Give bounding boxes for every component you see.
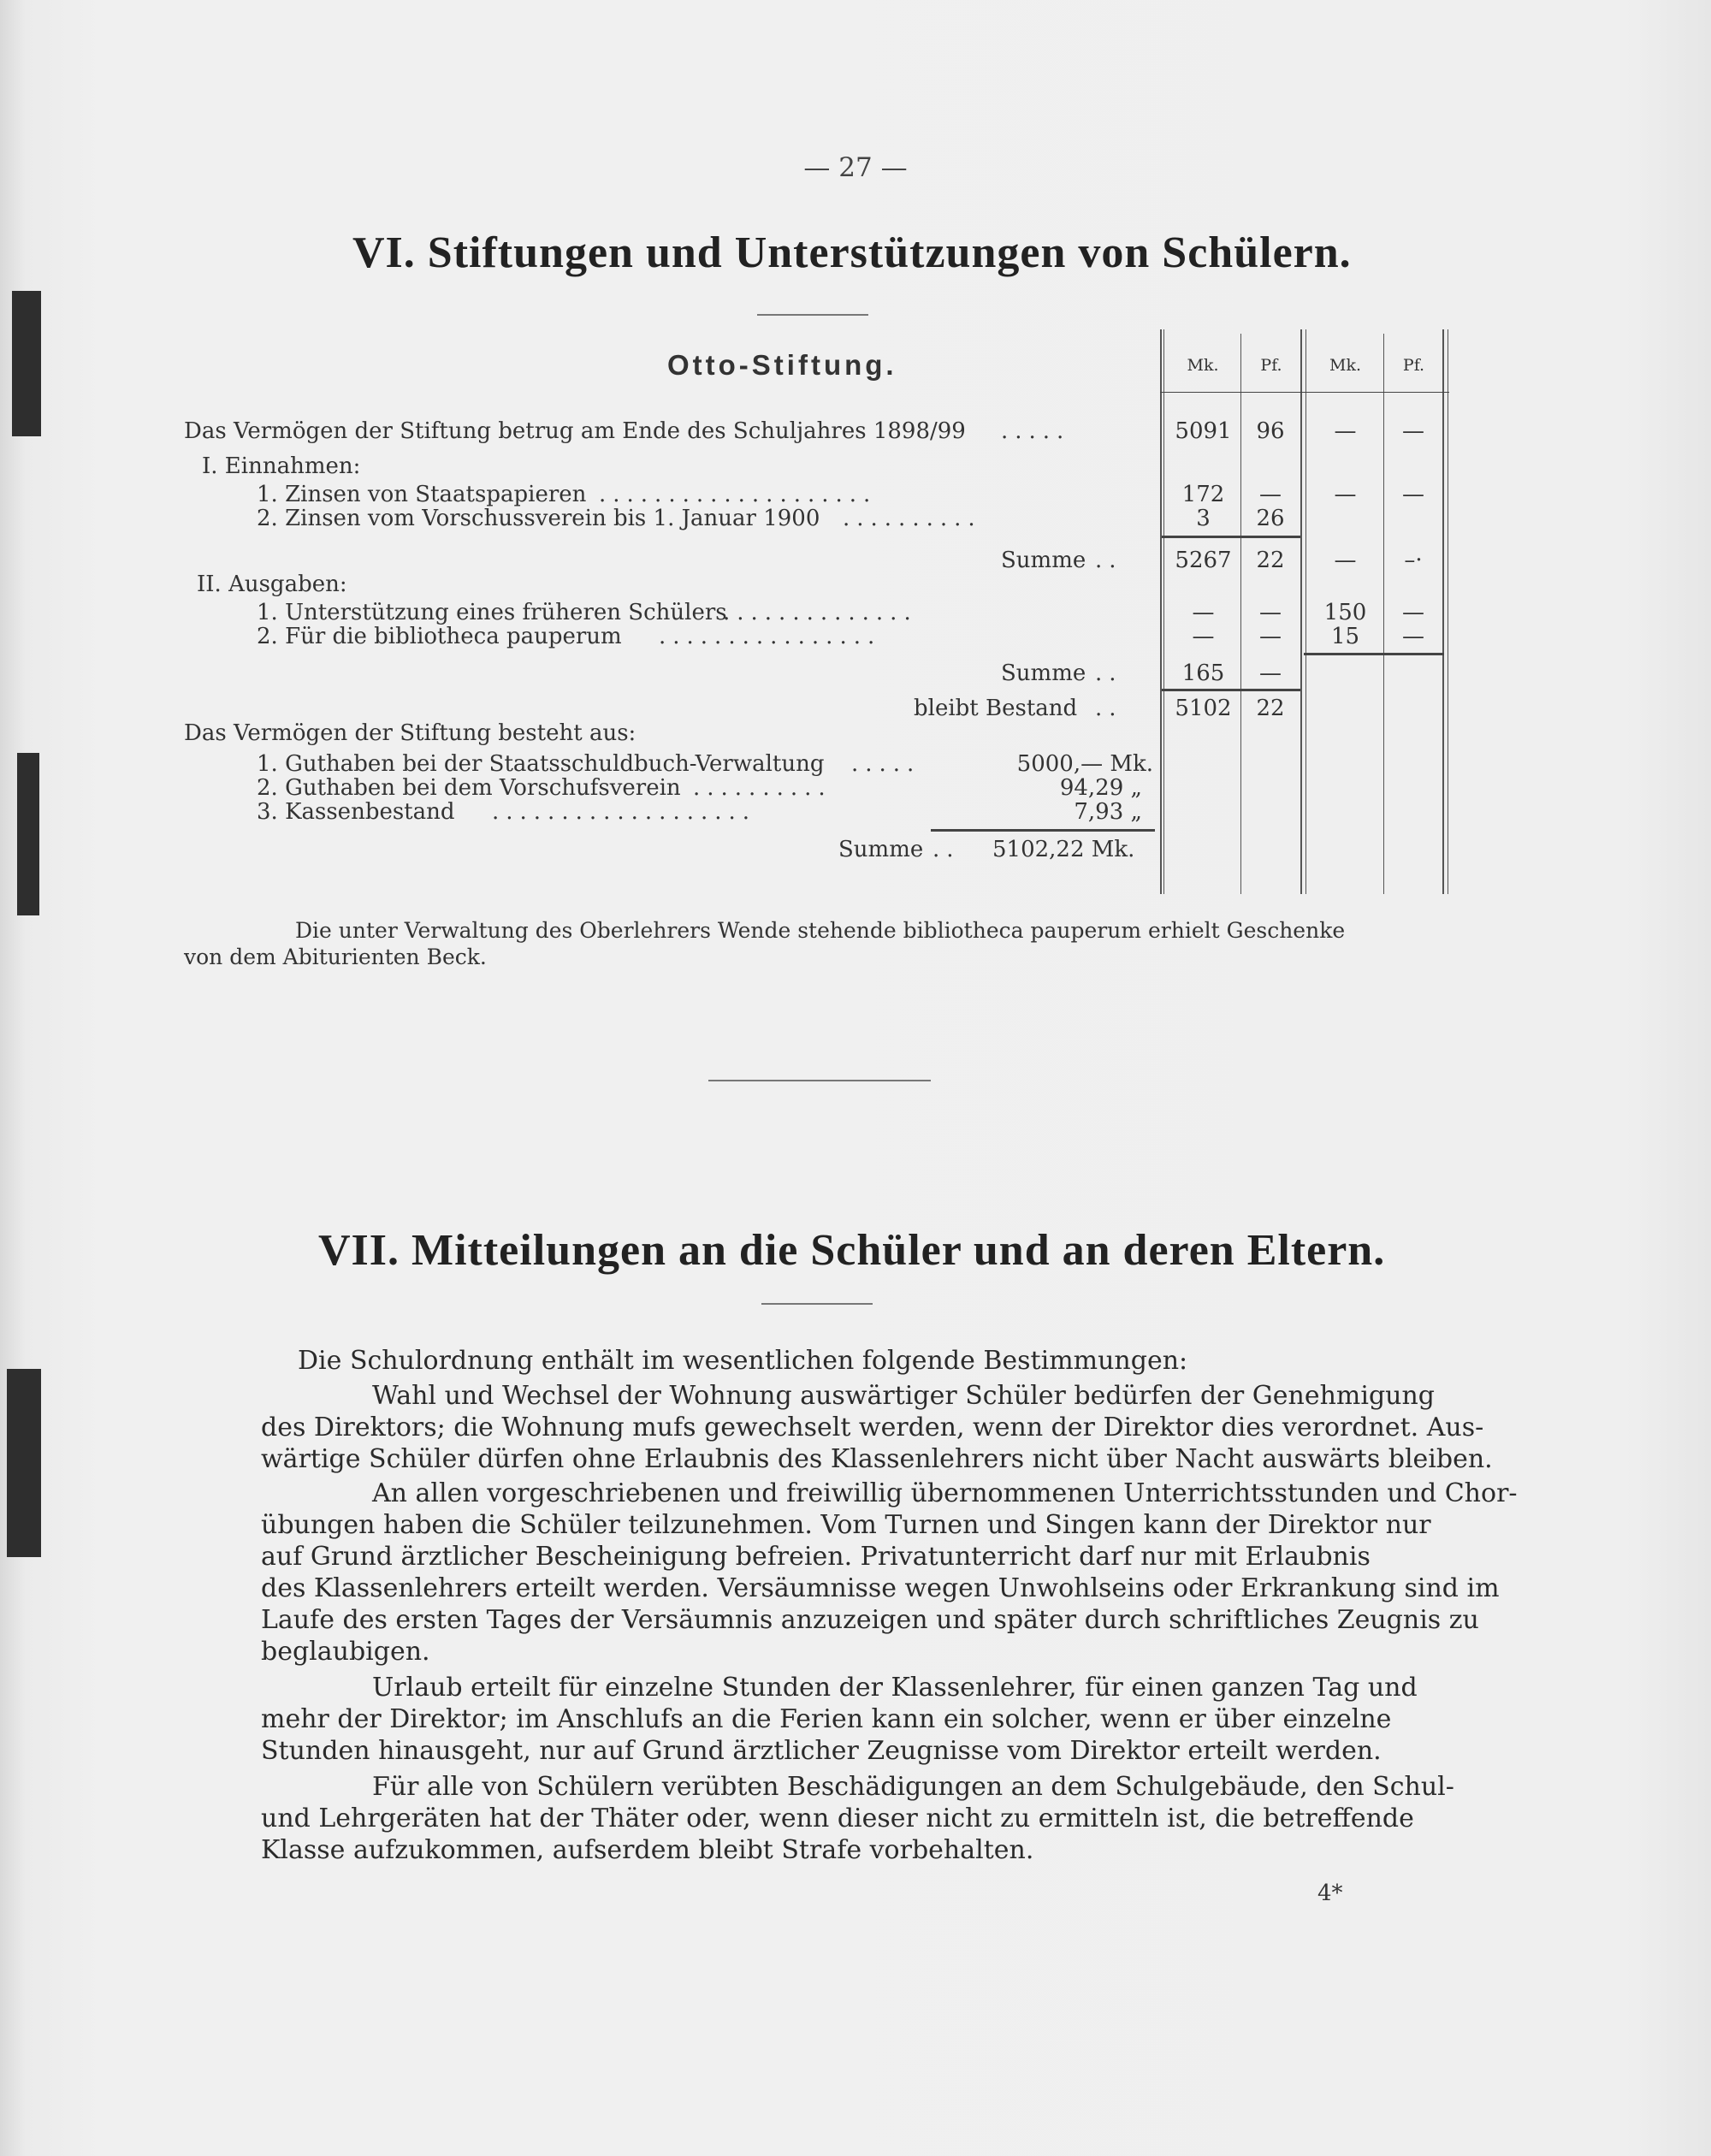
asset-value: 7,93 „ [1074, 799, 1142, 825]
cell-pf: — [1259, 482, 1282, 507]
asset-total: 5102,22 Mk. [992, 837, 1135, 862]
cell-pf: — [1259, 624, 1282, 649]
sum-rule [1304, 653, 1444, 655]
balance-label: bleibt Bestand [914, 696, 1078, 721]
einnahmen-label: I. Einnahmen: [202, 453, 361, 479]
body-line: übungen haben die Schüler teilzunehmen. Vom Turnen und Singen kann der Direktor nur [261, 1510, 1431, 1540]
body-line: beglaubigen. [261, 1637, 430, 1667]
binding-mark [7, 1369, 41, 1557]
binding-mark [17, 753, 39, 915]
table-border [1305, 329, 1306, 894]
cell-pf: — [1402, 624, 1424, 649]
leader-dots: .. [1095, 548, 1123, 573]
asset-value: 94,29 „ [1059, 775, 1142, 801]
body-line: mehr der Direktor; im Anschlufs an die Ferien kann ein solcher, wenn er über einzelne [261, 1704, 1392, 1734]
title-rule [757, 314, 868, 316]
row-label: 2. Zinsen vom Vorschussverein bis 1. Januar 1900 [257, 506, 820, 531]
col-header-pf: Pf. [1402, 356, 1425, 375]
cell-mk: 5267 [1175, 548, 1232, 573]
row-label: 2. Für die bibliotheca pauperum [257, 624, 622, 649]
leader-dots: .......... [693, 775, 832, 801]
body-line: wärtige Schüler dürfen ohne Erlaubnis des Klassenlehrers nicht über Nacht auswärts bleiben. [261, 1444, 1493, 1474]
leader-dots: ................ [659, 624, 882, 649]
cell-pf: — [1402, 600, 1424, 625]
foundation-title: Otto-Stiftung. [667, 349, 897, 381]
body-line: Stunden hinausgeht, nur auf Grund ärztlicher Zeugnisse vom Direktor erteilt werden. [261, 1736, 1382, 1766]
leader-dots: .. [932, 837, 961, 862]
body-line: Für alle von Schülern verübten Beschädigungen an dem Schulgebäude, den Schul- [372, 1772, 1454, 1802]
section-6-title: VI. Stiftungen und Unterstützungen von Schülern. [352, 228, 1352, 277]
ausgaben-label: II. Ausgaben: [197, 572, 347, 597]
intro-text: Die Schulordnung enthält im wesentlichen folgende Bestimmungen: [298, 1346, 1188, 1376]
note-text: Die unter Verwaltung des Oberlehrers Wende stehende bibliotheca pauperum erhielt Geschenke [295, 918, 1346, 943]
leader-dots: .................... [599, 482, 878, 507]
cell-mk: — [1192, 624, 1215, 649]
col-header-mk: Mk. [1329, 356, 1361, 375]
cell-mk: — [1334, 418, 1357, 444]
sum-rule [931, 829, 1155, 832]
sum-rule [1162, 536, 1300, 538]
row-label: 1. Unterstützung eines früheren Schülers [257, 600, 727, 625]
sum-label: Summe [1001, 548, 1086, 573]
cell-pf: 22 [1256, 548, 1285, 573]
cell-mk: 150 [1323, 600, 1367, 625]
body-line: und Lehrgeräten hat der Thäter oder, wenn dieser nicht zu ermitteln ist, die betreffende [261, 1804, 1414, 1833]
title-rule [761, 1303, 873, 1305]
body-line: des Direktors; die Wohnung mufs gewechselt werden, wenn der Direktor dies verordnet. Aus- [261, 1413, 1484, 1442]
row-label: 1. Zinsen von Staatspapieren [257, 482, 587, 507]
table-border [1163, 329, 1164, 894]
sum-rule [1162, 689, 1300, 691]
asset-value: 5000,— Mk. [1016, 751, 1153, 777]
table-header-rule [1160, 392, 1449, 393]
leader-dots: ................... [492, 799, 757, 825]
leader-dots: .. [1095, 696, 1123, 721]
body-line: Wahl und Wechsel der Wohnung auswärtiger Schüler bedürfen der Genehmigung [372, 1381, 1436, 1411]
asset-label: 1. Guthaben bei der Staatsschuldbuch-Verwaltung [257, 751, 825, 777]
asset-label: 3. Kassenbestand [257, 799, 455, 825]
body-line: auf Grund ärztlicher Bescheinigung befreien. Privatunterricht darf nur mit Erlaubnis [261, 1542, 1371, 1572]
cell-mk: — [1334, 482, 1357, 507]
section-divider [708, 1080, 931, 1081]
cell-mk: 5091 [1175, 418, 1232, 444]
binding-mark [12, 291, 41, 436]
leader-dots: .............. [723, 600, 918, 625]
cell-pf: — [1259, 660, 1282, 686]
table-border [1160, 329, 1162, 894]
table-border [1300, 329, 1302, 894]
row-label: Das Vermögen der Stiftung betrug am Ende des Schuljahres 1898/99 [184, 418, 966, 444]
cell-mk: 172 [1181, 482, 1225, 507]
sum-label: Summe [838, 837, 924, 862]
cell-pf: — [1402, 418, 1424, 444]
cell-mk: — [1192, 600, 1215, 625]
cell-pf: –· [1404, 548, 1423, 573]
leader-dots: .. [1095, 660, 1123, 686]
cell-mk: — [1334, 548, 1357, 573]
cell-pf: — [1259, 600, 1282, 625]
cell-mk: 5102 [1175, 696, 1232, 721]
leader-dots: ..... [851, 751, 921, 777]
cell-pf: 96 [1256, 418, 1285, 444]
col-header-mk: Mk. [1187, 356, 1219, 375]
cell-mk: 15 [1330, 624, 1360, 649]
body-line: Urlaub erteilt für einzelne Stunden der Klassenlehrer, für einen ganzen Tag und [372, 1673, 1418, 1703]
body-line: Laufe des ersten Tages der Versäumnis anzuzeigen und später durch schriftliches Zeugnis zu [261, 1605, 1479, 1635]
leader-dots: ..... [1001, 418, 1071, 444]
composition-label: Das Vermögen der Stiftung besteht aus: [184, 720, 636, 746]
note-text: von dem Abiturienten Beck. [184, 945, 487, 969]
cell-pf: 22 [1256, 696, 1285, 721]
asset-label: 2. Guthaben bei dem Vorschufsverein [257, 775, 681, 801]
col-header-pf: Pf. [1260, 356, 1282, 375]
cell-mk: 165 [1181, 660, 1225, 686]
sum-label: Summe [1001, 660, 1086, 686]
body-line: Klasse aufzukommen, aufserdem bleibt Strafe vorbehalten. [261, 1835, 1034, 1865]
signature-mark: 4* [1317, 1881, 1343, 1906]
section-7-title: VII. Mitteilungen an die Schüler und an deren Eltern. [318, 1226, 1386, 1275]
body-line: des Klassenlehrers erteilt werden. Versäumnisse wegen Unwohlseins oder Erkrankung sind im [261, 1573, 1500, 1603]
cell-pf: 26 [1256, 506, 1285, 531]
cell-pf: — [1402, 482, 1424, 507]
leader-dots: .......... [843, 506, 982, 531]
body-line: An allen vorgeschriebenen und freiwillig übernommenen Unterrichtsstunden und Chor- [372, 1478, 1518, 1508]
cell-mk: 3 [1196, 506, 1211, 531]
page-number: — 27 — [803, 152, 908, 183]
